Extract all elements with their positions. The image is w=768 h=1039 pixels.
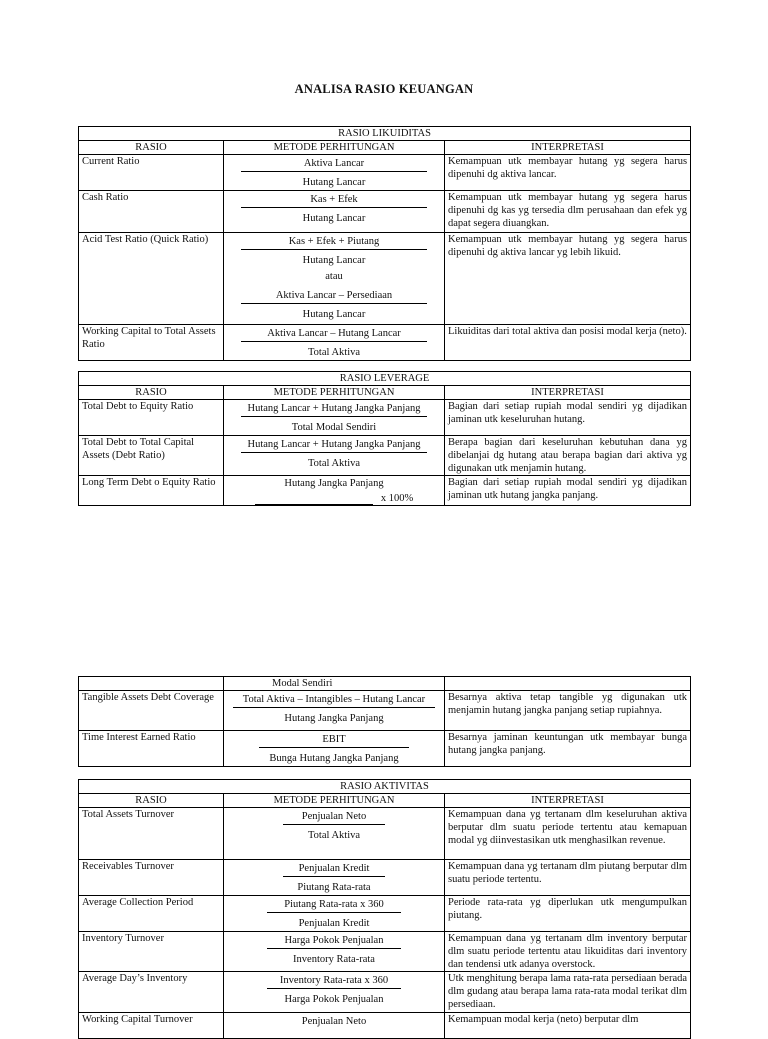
formula	[224, 400, 445, 436]
formula-numerator: Kas + Efek	[241, 191, 427, 208]
formula-numerator: Piutang Rata-rata x 360	[267, 896, 401, 913]
formula-numerator-alt: Aktiva Lancar – Persediaan	[241, 287, 427, 304]
interpretation: Kemampuan dana yg tertanam dlm piutang berputar dlm suatu periode tertentu.	[445, 860, 691, 896]
table-row	[79, 860, 691, 896]
formula-numerator: Penjualan Neto	[283, 808, 385, 825]
column-header-metode: METODE PERHITUNGAN	[224, 794, 445, 808]
formula-numerator: Inventory Rata-rata x 360	[267, 972, 401, 989]
formula-denominator: Modal Sendiri	[224, 677, 445, 691]
formula	[224, 476, 445, 506]
column-header-rasio: RASIO	[79, 141, 224, 155]
leverage-ratio-table	[78, 371, 691, 506]
column-header-rasio: RASIO	[79, 386, 224, 400]
formula-denominator: Hutang Lancar	[302, 177, 366, 188]
ratio-name: Tangible Assets Debt Coverage	[79, 691, 224, 731]
interpretation: Kemampuan dana yg tertanam dlm keseluruhan aktiva berputar dlm suatu periode tertentu atau kemapuan modal yg diinvestasikan utk menghasilkan revenue.	[445, 808, 691, 860]
table-row	[79, 476, 691, 506]
formula-denominator: Harga Pokok Penjualan	[284, 994, 384, 1005]
interpretation: Bagian dari setiap rupiah modal sendiri yg dijadikan jaminan utk hutang jangka panjang.	[445, 476, 691, 506]
formula	[224, 808, 445, 860]
formula	[224, 932, 445, 972]
interpretation: Berapa bagian dari keseluruhan kebutuhan dana yg dibelanjai dg hutang atau berapa bagian dari aktiva yg digunakan utk menjamin hutang.	[445, 436, 691, 476]
formula-denominator: Total Modal Sendiri	[291, 422, 377, 433]
formula-numerator: Hutang Lancar + Hutang Jangka Panjang	[241, 400, 427, 417]
formula	[224, 436, 445, 476]
column-header-interpretasi: INTERPRETASI	[445, 141, 691, 155]
document-title: ANALISA RASIO KEUANGAN	[294, 82, 474, 96]
formula-denominator: Hutang Jangka Panjang	[284, 713, 384, 724]
section-heading: RASIO LIKUIDITAS	[79, 127, 691, 141]
formula-denominator: Total Aktiva	[307, 347, 361, 358]
formula-denominator: Penjualan Kredit	[298, 918, 370, 929]
interpretation: Utk menghitung berapa lama rata-rata persediaan berada dlm gudang atau berapa lama rata-rata modal terikat dlm persediaan.	[445, 972, 691, 1013]
table-row	[79, 1013, 691, 1039]
ratio-name: Total Debt to Total Capital Assets (Debt Ratio)	[79, 436, 224, 476]
interpretation: Kemampuan dana yg tertanam dlm inventory berputar dlm suatu periode tertentu atau likuiditas dari inventory dan tendensi utk adanya overstock.	[445, 932, 691, 972]
interpretation: Kemampuan utk membayar hutang yg segera harus dipenuhi dg aktiva lancar.	[445, 155, 691, 191]
column-header-interpretasi: INTERPRETASI	[445, 386, 691, 400]
activity-ratio-table	[78, 779, 691, 1039]
table-row	[79, 731, 691, 767]
formula-numerator: Penjualan Neto	[301, 1016, 367, 1027]
interpretation: Bagian dari setiap rupiah modal sendiri yg dijadikan jaminan utk keseluruhan hutang.	[445, 400, 691, 436]
formula-denominator: Bunga Hutang Jangka Panjang	[269, 753, 399, 764]
interpretation: Kemampuan utk membayar hutang yg segera harus dipenuhi dg aktiva lancar yg lebih likuid.	[445, 233, 691, 325]
interpretation-empty	[445, 677, 691, 691]
column-header-metode: METODE PERHITUNGAN	[224, 141, 445, 155]
ratio-name: Working Capital to Total Assets Ratio	[79, 325, 224, 361]
ratio-name: Average Day’s Inventory	[79, 972, 224, 1013]
ratio-name: Total Assets Turnover	[79, 808, 224, 860]
ratio-name: Average Collection Period	[79, 896, 224, 932]
formula-denominator: Inventory Rata-rata	[293, 954, 375, 965]
table-row	[79, 233, 691, 325]
formula-fraction-line	[227, 490, 441, 505]
ratio-name: Total Debt to Equity Ratio	[79, 400, 224, 436]
formula-numerator: Harga Pokok Penjualan	[267, 932, 401, 949]
ratio-name: Acid Test Ratio (Quick Ratio)	[79, 233, 224, 325]
formula	[224, 155, 445, 191]
formula-numerator: EBIT	[259, 731, 409, 748]
table-row	[79, 808, 691, 860]
interpretation: Likuiditas dari total aktiva dan posisi modal kerja (neto).	[445, 325, 691, 361]
leverage-ratio-table-continued	[78, 676, 691, 767]
formula-denominator: Total Aktiva	[307, 458, 361, 469]
ratio-name: Long Term Debt o Equity Ratio	[79, 476, 224, 506]
formula	[224, 972, 445, 1013]
column-header-metode: METODE PERHITUNGAN	[224, 386, 445, 400]
ratio-name-empty	[79, 677, 224, 691]
formula	[224, 691, 445, 731]
table-row	[79, 691, 691, 731]
table-row	[79, 436, 691, 476]
formula	[224, 1013, 445, 1039]
table-row	[79, 191, 691, 233]
formula-numerator: Kas + Efek + Piutang	[241, 233, 427, 250]
formula	[224, 233, 445, 325]
formula	[224, 860, 445, 896]
table-row	[79, 896, 691, 932]
table-row	[79, 932, 691, 972]
interpretation: Besarnya aktiva tetap tangible yg digunakan utk menjamin hutang jangka panjang setiap rupiahnya.	[445, 691, 691, 731]
column-header-interpretasi: INTERPRETASI	[445, 794, 691, 808]
ratio-name: Cash Ratio	[79, 191, 224, 233]
fraction-bar	[255, 496, 373, 505]
formula-numerator: Aktiva Lancar	[241, 155, 427, 172]
section-heading: RASIO AKTIVITAS	[79, 780, 691, 794]
ratio-name: Current Ratio	[79, 155, 224, 191]
interpretation: Besarnya jaminan keuntungan utk membayar bunga hutang jangka panjang.	[445, 731, 691, 767]
formula-denominator: Hutang Lancar	[302, 255, 366, 266]
formula-numerator: Hutang Jangka Panjang	[284, 478, 384, 489]
ratio-name: Receivables Turnover	[79, 860, 224, 896]
table-row	[79, 155, 691, 191]
formula-numerator: Total Aktiva – Intangibles – Hutang Lancar	[233, 691, 435, 708]
ratio-name: Inventory Turnover	[79, 932, 224, 972]
interpretation: Kemampuan modal kerja (neto) berputar dlm	[445, 1013, 691, 1039]
formula-or-label: atau	[325, 271, 343, 282]
table-row	[79, 972, 691, 1013]
formula	[224, 325, 445, 361]
ratio-name: Time Interest Earned Ratio	[79, 731, 224, 767]
formula-denominator: Piutang Rata-rata	[297, 882, 371, 893]
column-header-rasio: RASIO	[79, 794, 224, 808]
formula-denominator: Hutang Lancar	[302, 213, 366, 224]
formula-numerator: Aktiva Lancar – Hutang Lancar	[241, 325, 427, 342]
section-heading: RASIO LEVERAGE	[79, 372, 691, 386]
ratio-name: Working Capital Turnover	[79, 1013, 224, 1039]
table-row	[79, 677, 691, 691]
formula	[224, 896, 445, 932]
formula-numerator: Hutang Lancar + Hutang Jangka Panjang	[241, 436, 427, 453]
formula	[224, 731, 445, 767]
table-row	[79, 400, 691, 436]
formula	[224, 191, 445, 233]
liquidity-ratio-table	[78, 126, 691, 361]
formula-multiplier: x 100%	[380, 493, 414, 504]
interpretation: Kemampuan utk membayar hutang yg segera harus dipenuhi dg kas yg tersedia dlm perusahaan dan efek yg dapat segera diuangkan.	[445, 191, 691, 233]
formula-denominator-alt: Hutang Lancar	[302, 309, 366, 320]
formula-denominator: Total Aktiva	[307, 830, 361, 841]
formula-numerator: Penjualan Kredit	[283, 860, 385, 877]
table-row	[79, 325, 691, 361]
interpretation: Periode rata-rata yg diperlukan utk mengumpulkan piutang.	[445, 896, 691, 932]
